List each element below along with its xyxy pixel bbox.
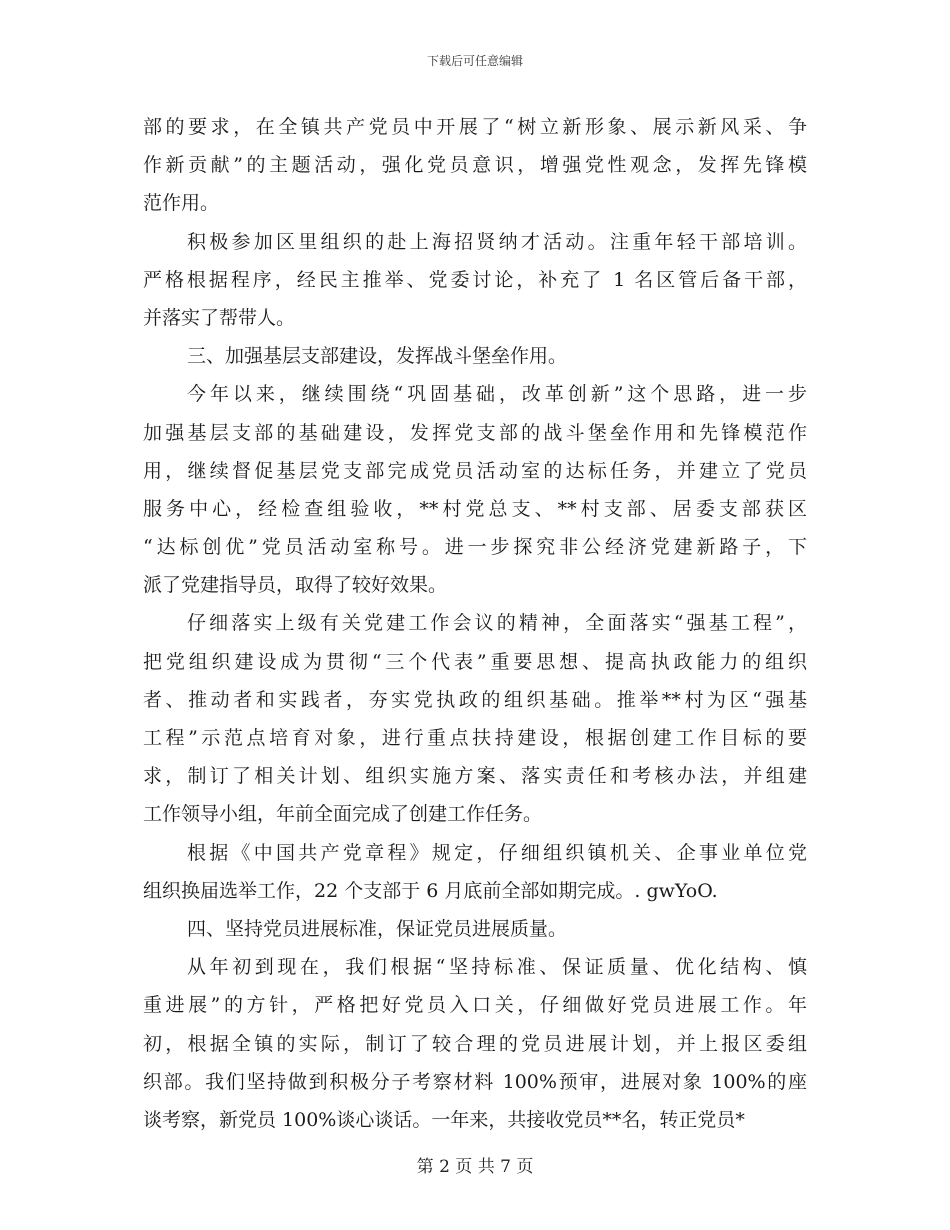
text-line: 求，制订了相关计划、组织实施方案、落实责任和考核办法，并组建 [143,765,807,788]
text-line: 严格根据程序，经民主推举、党委讨论，补充了 1 名区管后备干部， [143,268,807,291]
text-line: 者、推动者和实践者，夯实党执政的组织基础。推举**村为区“强基 [143,688,807,711]
text-line: 服务中心，经检查组验收，**村党总支、**村支部、居委支部获区 [143,497,807,520]
paragraph [143,834,807,910]
text-line: 初，根据全镇的实际，制订了较合理的党员进展计划，并上报区委组 [143,1032,807,1055]
paragraph [143,910,807,948]
paragraph [143,108,807,223]
text-line: 工作领导小组，年前全面完成了创建工作任务。 [143,803,543,826]
text-line: 今年以来，继续围绕“巩固基础，改革创新”这个思路，进一步 [187,383,807,406]
text-line: 谈考察，新党员 100%谈心谈话。一年来，共接收党员**名，转正党员* [143,1108,745,1131]
page-footer: 第 2 页 共 7 页 [416,1157,534,1177]
text-line: 并落实了帮带人。 [143,306,296,329]
document-body [143,108,807,1139]
text-line: 部的要求，在全镇共产党员中开展了“树立新形象、展示新风采、争 [143,116,807,138]
text-line: 把党组织建设成为贯彻“三个代表”重要思想、提高执政能力的组织 [143,650,807,673]
text-line: 仔细落实上级有关党建工作会议的精神，全面落实“强基工程”， [187,612,807,635]
paragraph [143,604,807,833]
text-line: 积极参加区里组织的赴上海招贤纳才活动。注重年轻干部培训。 [187,230,807,253]
text-line: 重进展”的方针，严格把好党员入口关，仔细做好党员进展工作。年 [143,994,807,1017]
paragraph [143,223,807,338]
text-line: 三、加强基层支部建设，发挥战斗堡垒作用。 [187,345,568,368]
page-header: 下载后可任意编辑 [426,54,523,68]
text-line: 作新贡献”的主题活动，强化党员意识，增强党性观念，发挥先锋模 [143,154,807,177]
text-line: 用，继续督促基层党支部完成党员活动室的达标任务，并建立了党员 [143,459,807,482]
paragraph [143,948,807,1139]
text-line: 工程”示范点培育对象，进行重点扶持建设，根据创建工作目标的要 [143,727,807,749]
text-line: 织部。我们坚持做到积极分子考察材料 100%预审，进展对象 100%的座 [143,1070,807,1093]
text-line: 范作用。 [143,192,220,215]
text-line: 从年初到现在，我们根据“坚持标准、保证质量、优化结构、慎 [187,956,807,979]
text-line: 加强基层支部的基础建设，发挥党支部的战斗堡垒作用和先锋模范作 [143,421,807,444]
text-line: 派了党建指导员，取得了较好效果。 [143,574,448,597]
text-line: 组织换届选举工作，22 个支部于 6 月底前全部如期完成。. gwYoO. [143,879,718,902]
text-line: 根据《中国共产党章程》规定，仔细组织镇机关、企事业单位党 [187,841,807,864]
text-line: 四、坚持党员进展标准，保证党员进展质量。 [187,917,568,940]
paragraph [143,375,807,604]
text-line: “达标创优”党员活动室称号。进一步探究非公经济党建新路子，下 [143,536,807,559]
paragraph [143,337,807,375]
